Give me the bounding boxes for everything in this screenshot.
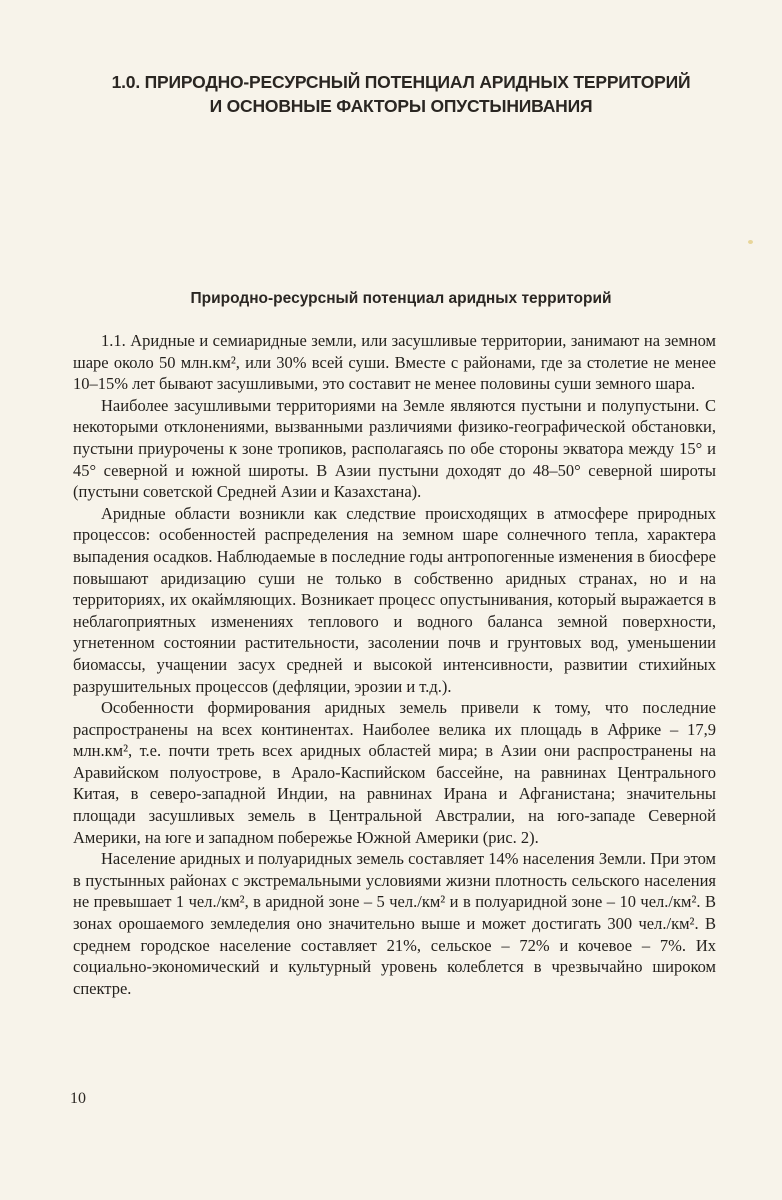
paragraph-5: Население аридных и полуаридных земель составляет 14% населения Земли. При этом в пустынных районах с экстремальными условиями жизни плотность сельского населения не превышает 1 чел./км², в аридной зоне – 5 чел./км² и в полуаридной зоне – 10 чел./км². В зонах орошаемого земледелия оно значительно выше и может достигать 300 чел./км². В среднем городское население составляет 21%, сельское – 72% и кочевое – 7%. Их социально-экономический и культурный уровень колеблется в чрезвычайно широком спектре. — [73, 849, 716, 998]
paragraph-1: 1.1. Аридные и семиаридные земли, или засушливые территории, занимают на земном шаре около 50 млн.км², или 30% всей суши. Вместе с районами, где за столетие не менее 10–15% лет бывают засушливыми, это составит не менее половины суши земного шара. — [73, 331, 716, 394]
paragraph-4: Особенности формирования аридных земель привели к тому, что последние распространены на всех континентах. Наиболее велика их площадь в Африке – 17,9 млн.км², т.е. почти треть всех аридных областей мира; в Азии они распространены на Аравийском полуострове, в Арало-Каспийском бассейне, на равнинах Центрального Китая, в северо-западной Индии, на равнинах Ирана и Афганистана; значительны площади засушливых земель в Центральной Австралии, на юго-западе Северной Америки, на юге и западном побережье Южной Америки (рис. 2). — [73, 698, 716, 847]
paragraph-2: Наиболее засушливыми территориями на Земле являются пустыни и полупустыни. С некоторыми отклонениями, вызванными различиями физико-географической обстановки, пустыни приурочены к зоне тропиков, располагаясь по обе стороны экватора между 15° и 45° северной и южной широты. В Азии пустыни доходят до 48–50° северной широты (пустыни советской Средней Азии и Казахстана). — [73, 395, 716, 502]
body-text — [73, 330, 716, 999]
page-number: 10 — [70, 1090, 86, 1107]
chapter-title — [60, 70, 742, 118]
paper-speck — [748, 240, 753, 244]
section-title: Природно-ресурсный потенциал аридных территорий — [190, 290, 612, 307]
paragraph-3: Аридные области возникли как следствие происходящих в атмосфере природных процессов: особенностей распределения на земном шаре солнечного тепла, характера выпадения осадков. Наблюдаемые в последние годы антропогенные изменения в биосфере повышают аридизацию суши не только в собственно аридных странах, но и на территориях, их окаймляющих. Возникает процесс опустынивания, который выражается в неблагоприятных изменениях теплового и водного баланса земной поверхности, угнетенном состоянии растительности, засолении почв и грунтовых вод, уменьшении биомассы, учащении засух средней и высокой интенсивности, развитии стихийных разрушительных процессов (дефляции, эрозии и т.д.). — [73, 503, 716, 696]
chapter-title-line-2: И ОСНОВНЫЕ ФАКТОРЫ ОПУСТЫНИВАНИЯ — [209, 96, 593, 116]
chapter-title-line-1: 1.0. ПРИРОДНО-РЕСУРСНЫЙ ПОТЕНЦИАЛ АРИДНЫХ ТЕРРИТОРИЙ — [111, 72, 691, 92]
